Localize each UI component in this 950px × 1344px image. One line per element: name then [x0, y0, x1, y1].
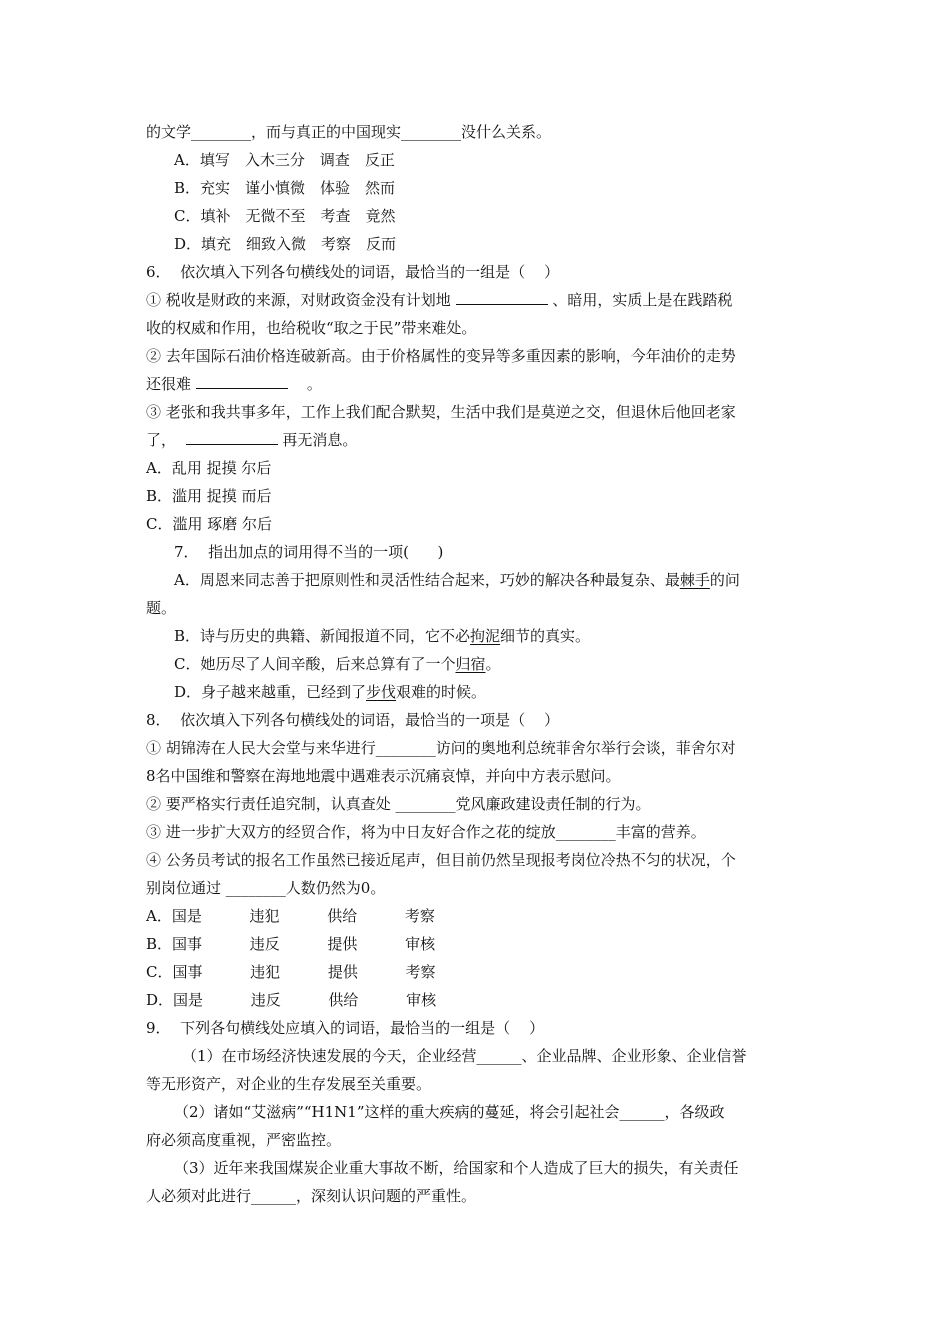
q6-sentence-3-cont [146, 426, 357, 454]
q8-option-c: C．国事 违犯 提供 考察 [146, 963, 436, 981]
q7-option-a-cont: 题。 [146, 599, 177, 617]
q8-option-d: D．国是 违反 供给 审核 [146, 991, 437, 1009]
q9-line-3: （2）诸如“艾滋病”“H1N1”这样的重大疾病的蔓延，将会引起社会______，各级政 [174, 1103, 725, 1121]
q5-stem-tail: 的文学________，而与真正的中国现实________没什么关系。 [146, 123, 552, 141]
q6-s2-text-c: 。 [306, 375, 322, 393]
q6-s1-text-b: 、暗用，实质上是在践踏税 [552, 291, 733, 309]
q6-sentence-3: ③ 老张和我共事多年，工作上我们配合默契，生活中我们是莫逆之交，但退休后他回老家 [146, 403, 736, 421]
q8-line-1: ① 胡锦涛在人民大会堂与来华进行________访问的奥地利总统菲舍尔举行会谈，菲舍尔对 [146, 739, 736, 757]
q7-c-marked-word: 归宿 [455, 655, 486, 673]
q7-stem: 7． 指出加点的词用得不当的一项( ) [174, 543, 444, 561]
q7-b-marked-word: 拘泥 [470, 627, 501, 645]
q8-option-b: B．国事 违反 提供 审核 [146, 935, 436, 953]
q6-sentence-2-cont [146, 370, 322, 398]
q6-s3-text-c: 再无消息。 [282, 431, 358, 449]
q8-line-4: ③ 进一步扩大双方的经贸合作，将为中日友好合作之花的绽放________丰富的营养。 [146, 823, 706, 841]
q5-option-d: D．填充 细致入微 考察 反而 [174, 235, 397, 253]
q6-option-c: C．滥用 琢磨 尔后 [146, 515, 273, 533]
q6-blank-3 [186, 428, 278, 445]
q6-option-a: A．乱用 捉摸 尔后 [146, 459, 272, 477]
q6-s2-text-b: 还很难 [146, 375, 192, 393]
q6-sentence-1 [146, 286, 732, 314]
q6-s1-text-a: ① 税收是财政的来源，对财政资金没有计划地 [146, 291, 451, 309]
q7-option-c [174, 650, 501, 678]
q8-stem: 8． 依次填入下列各句横线处的词语，最恰当的一项是（ ） [146, 711, 560, 729]
q8-line-5: ④ 公务员考试的报名工作虽然已接近尾声，但目前仍然呈现报考岗位冷热不匀的状况，个 [146, 851, 736, 869]
q5-option-a: A．填写 入木三分 调查 反正 [174, 151, 395, 169]
q9-line-6: 人必须对此进行______，深刻认识问题的严重性。 [146, 1187, 477, 1205]
q7-d-text-end: 艰难的时候。 [396, 683, 487, 701]
q7-option-b [174, 622, 590, 650]
q7-a-text-end: 的问 [709, 571, 740, 589]
q7-d-marked-word: 步伐 [366, 683, 397, 701]
q6-sentence-2: ② 去年国际石油价格连破新高。由于价格属性的变异等多重因素的影响，今年油价的走势 [146, 347, 736, 365]
q5-option-b: B．充实 谨小慎微 体验 然而 [174, 179, 396, 197]
q7-option-a [174, 566, 740, 594]
q6-stem: 6． 依次填入下列各句横线处的词语，最恰当的一组是（ ） [146, 263, 560, 281]
q7-b-text-end: 细节的真实。 [500, 627, 591, 645]
q6-blank-1 [456, 288, 548, 305]
q8-line-3: ② 要严格实行责任追究制，认真查处 ________党风廉政建设责任制的行为。 [146, 795, 651, 813]
q7-option-d [174, 678, 486, 706]
q9-line-2: 等无形资产，对企业的生存发展至关重要。 [146, 1075, 432, 1093]
q7-c-text: C．她历尽了人间辛酸，后来总算有了一个 [174, 655, 456, 673]
q6-blank-2 [196, 372, 288, 389]
q8-line-6: 别岗位通过 ________人数仍然为0。 [146, 879, 386, 897]
q6-option-b: B．滥用 捉摸 而后 [146, 487, 272, 505]
q7-d-text: D．身子越来越重，已经到了 [174, 683, 367, 701]
q7-b-text: B．诗与历史的典籍、新闻报道不同，它不必 [174, 627, 471, 645]
q6-s3-text-b: 了， [146, 431, 177, 449]
q9-line-1: （1）在市场经济快速发展的今天，企业经营______、企业品牌、企业形象、企业信誉 [182, 1047, 747, 1065]
q6-sentence-1-cont: 收的权威和作用，也给税收“取之于民”带来难处。 [146, 319, 477, 337]
q8-line-2: 8名中国维和警察在海地地震中遇难表示沉痛哀悼，并向中方表示慰问。 [146, 767, 621, 785]
q7-a-text: A．周恩来同志善于把原则性和灵活性结合起来，巧妙的解决各种最复杂、最 [174, 571, 680, 589]
q7-a-marked-word: 棘手 [679, 571, 710, 589]
q5-option-c: C．填补 无微不至 考查 竟然 [174, 207, 396, 225]
q9-line-5: （3）近年来我国煤炭企业重大事故不断，给国家和个人造成了巨大的损失，有关责任 [174, 1159, 739, 1177]
q7-c-text-end: 。 [485, 655, 501, 673]
q9-stem: 9． 下列各句横线处应填入的词语，最恰当的一组是（ ） [146, 1019, 545, 1037]
q8-option-a: A．国是 违犯 供给 考察 [146, 907, 435, 925]
q9-line-4: 府必须高度重视，严密监控。 [146, 1131, 342, 1149]
